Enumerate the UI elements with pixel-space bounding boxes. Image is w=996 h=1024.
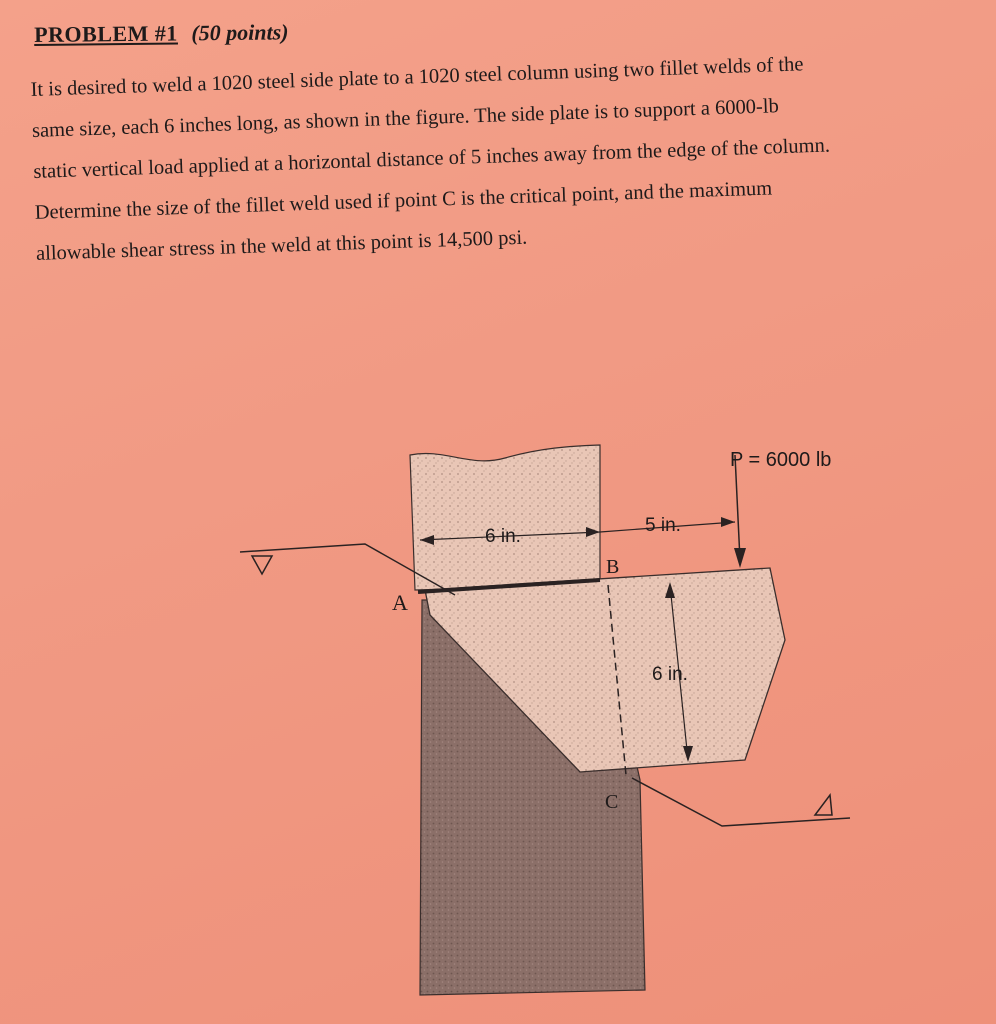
- problem-points: (50 points): [191, 19, 289, 46]
- statement-line-3: static vertical load applied at a horizontal distance of 5 inches away from the edge of the column.: [33, 134, 831, 183]
- statement-line-4: Determine the size of the fillet weld used if point C is the critical point, and the maximum: [34, 177, 773, 224]
- statement-line-5: allowable shear stress in the weld at this point is 14,500 psi.: [35, 226, 528, 265]
- dim-label-6in-top: 6 in.: [485, 526, 521, 547]
- weld-symbol-right-icon: [815, 795, 832, 815]
- point-b-label: B: [606, 556, 620, 578]
- weld-leader-right: [632, 778, 850, 826]
- point-a-label: A: [392, 590, 408, 615]
- load-label: P = 6000 lb: [730, 449, 832, 471]
- dim-label-5in: 5 in.: [645, 515, 681, 536]
- dim-label-6in-vertical: 6 in.: [652, 664, 688, 685]
- weld-symbol-left-icon: [252, 556, 272, 574]
- column-upper: [410, 445, 600, 590]
- problem-title: PROBLEM #1: [34, 20, 178, 47]
- statement-line-2: same size, each 6 inches long, as shown in the figure. The side plate is to support a 6000-lb: [31, 95, 780, 142]
- arrowhead-5in-right-icon: [721, 517, 735, 527]
- load-arrowhead-icon: [734, 548, 746, 568]
- statement-line-1: It is desired to weld a 1020 steel side plate to a 1020 steel column using two fillet welds of the: [30, 53, 804, 101]
- point-c-label: C: [605, 791, 619, 813]
